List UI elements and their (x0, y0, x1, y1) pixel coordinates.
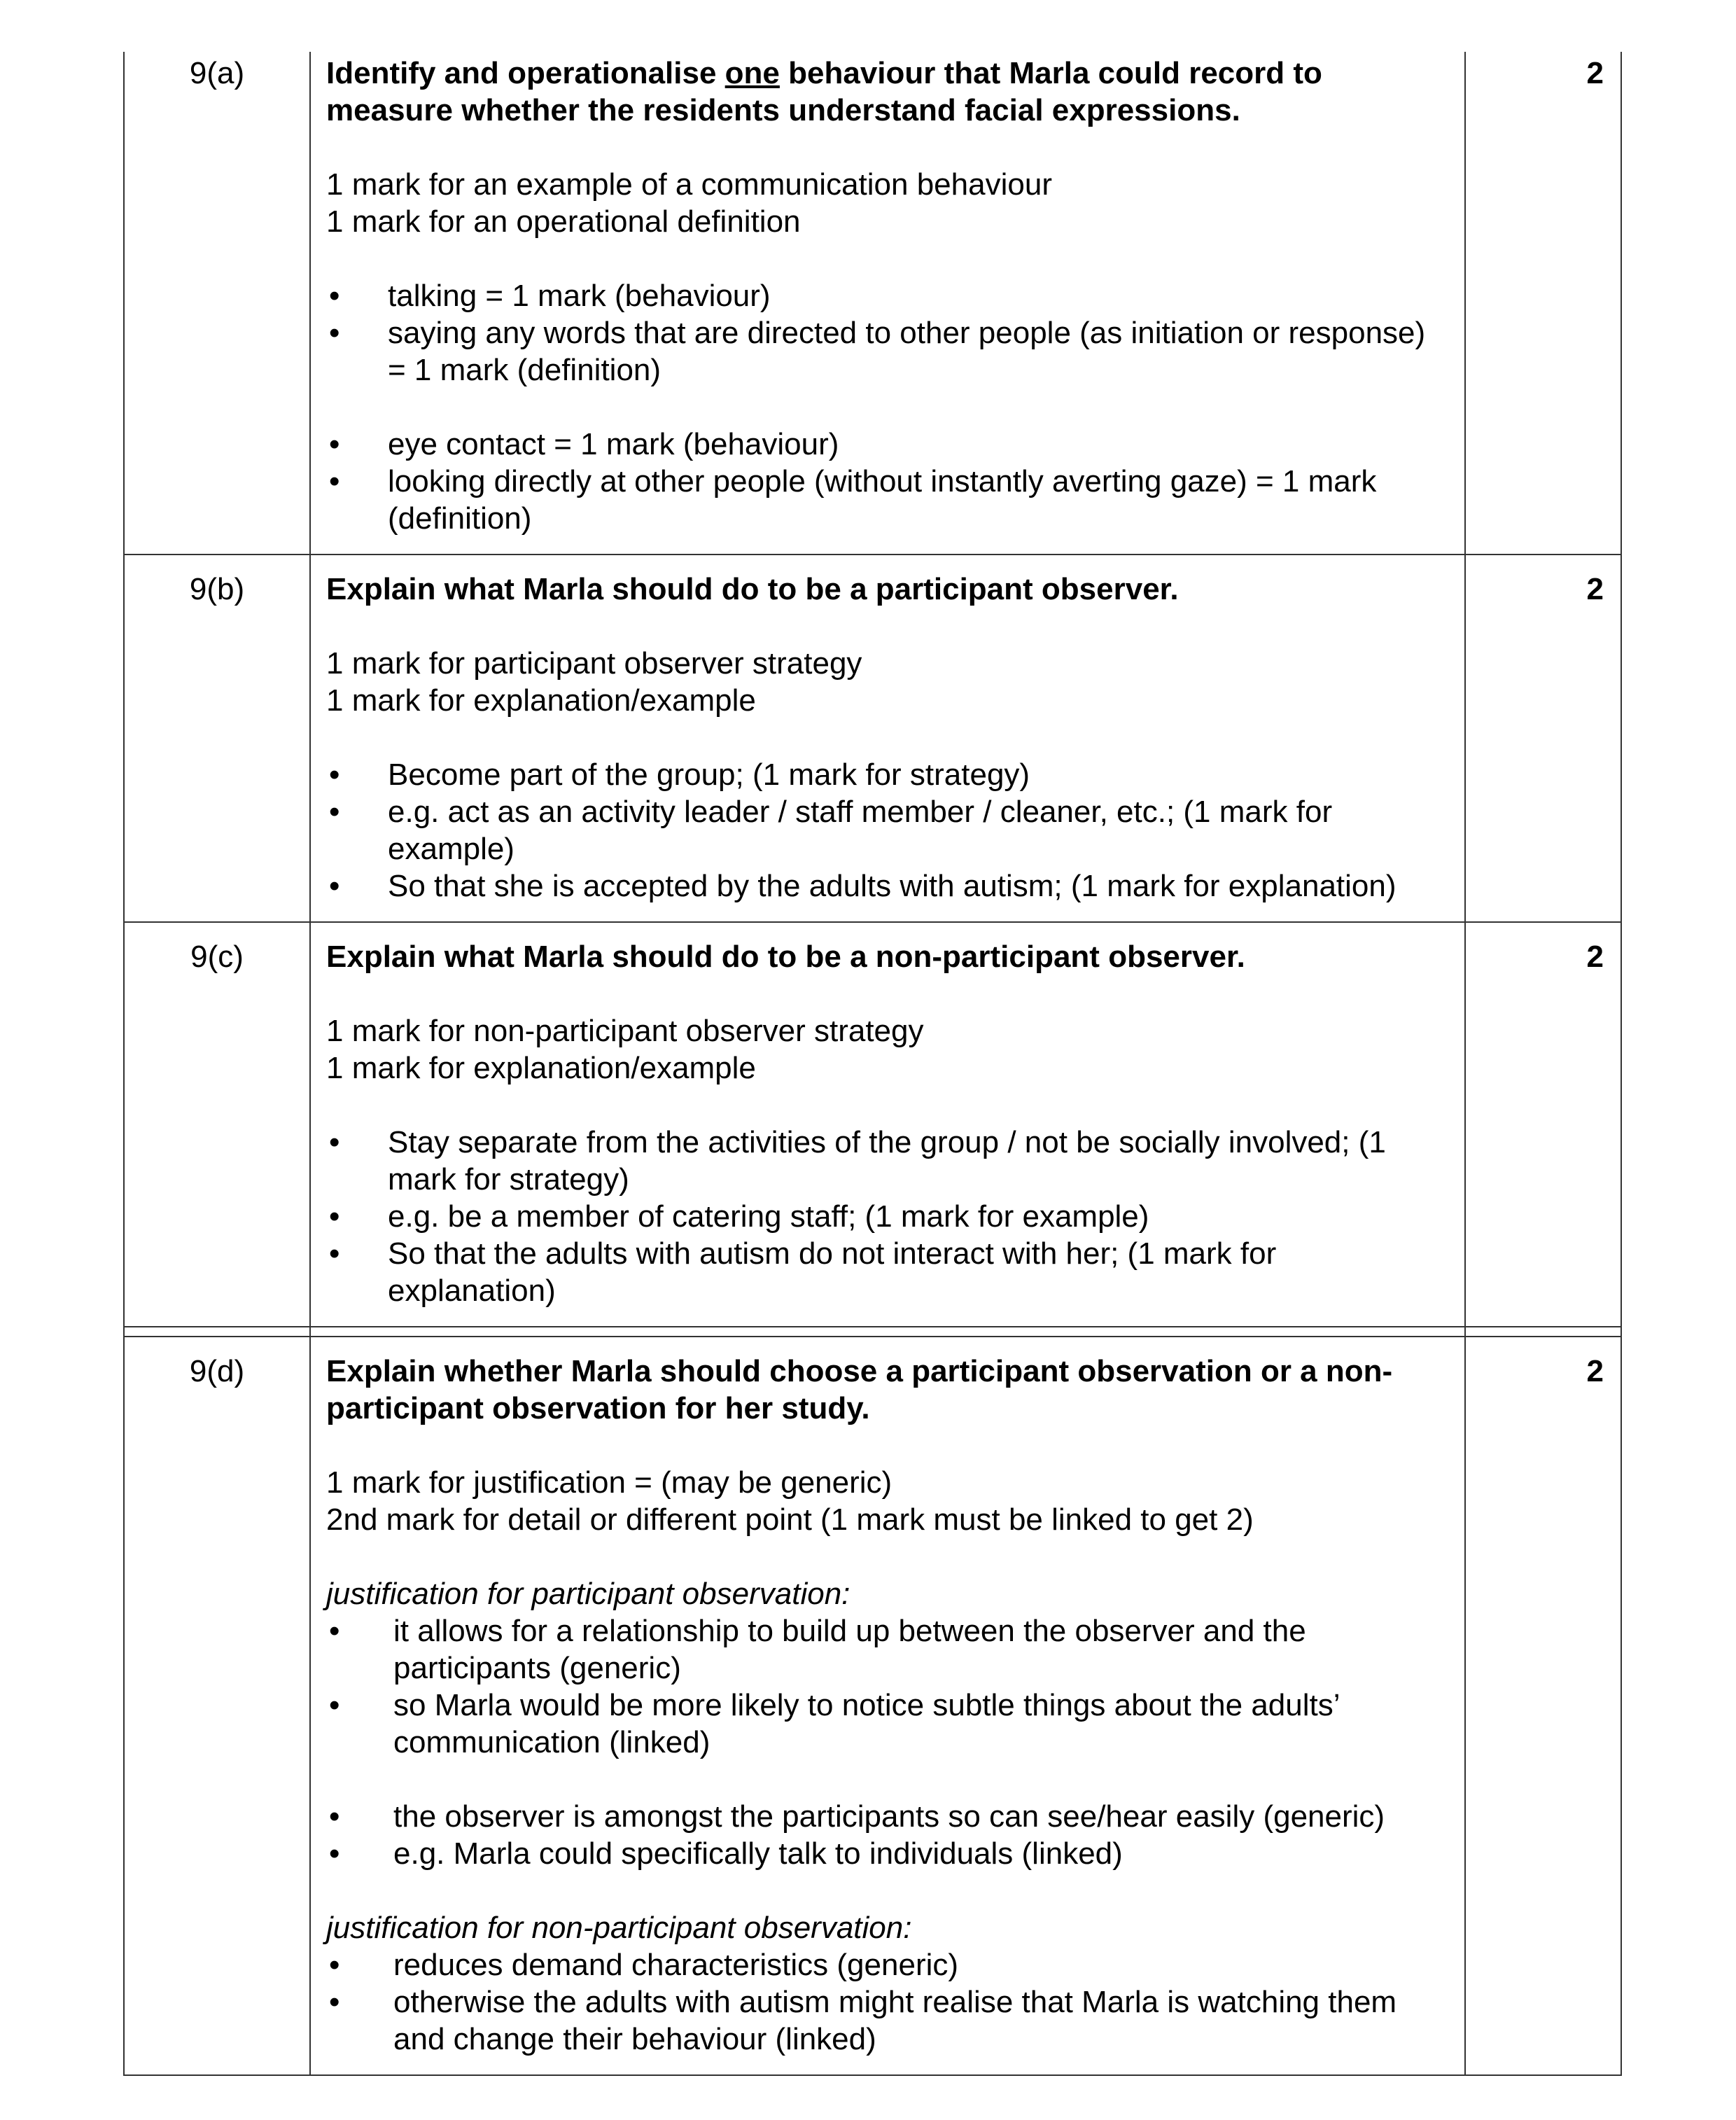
answer-cell (310, 52, 1465, 555)
guidance-line: 1 mark for justification = (may be generic) (326, 1465, 892, 1500)
list-item: • looking directly at other people (without instantly averting gaze) = 1 mark (definition) (329, 464, 1377, 536)
bullet-list (326, 277, 1449, 389)
list-item: • e.g. Marla could specifically talk to individuals (linked) (329, 1836, 1123, 1871)
marks-value: 2 (1465, 1337, 1621, 2075)
question-text: Identify and operationalise one behaviour that Marla could record to measure whether the residents understand facial expressions. (326, 56, 1322, 127)
bullet-list (326, 1612, 1449, 1761)
row-separator (124, 1327, 1621, 1337)
list-item: • Stay separate from the activities of the group / not be socially involved; (1 mark for strategy) (329, 1125, 1386, 1197)
marks-value: 2 (1465, 555, 1621, 922)
bullet-list (326, 426, 1449, 537)
marks-value: 2 (1465, 52, 1621, 555)
question-text: Explain whether Marla should choose a participant observation or a non-participant observation for her study. (326, 1354, 1393, 1425)
mark-scheme-table (123, 52, 1622, 2076)
question-number: 9(d) (124, 1337, 310, 2075)
table-row-9b (124, 555, 1621, 922)
list-item: • the observer is amongst the participants so can see/hear easily (generic) (329, 1799, 1385, 1834)
guidance-line: 1 mark for an operational definition (326, 204, 801, 239)
guidance-line: 1 mark for non-participant observer strategy (326, 1014, 924, 1048)
list-item: • e.g. be a member of catering staff; (1 mark for example) (329, 1199, 1149, 1234)
question-number: 9(a) (124, 52, 310, 555)
question-number: 9(b) (124, 555, 310, 922)
bullet-list (326, 1946, 1449, 2058)
list-item: • So that the adults with autism do not interact with her; (1 mark for explanation) (329, 1236, 1277, 1308)
table-row-9c (124, 922, 1621, 1327)
guidance-line: 1 mark for explanation/example (326, 683, 756, 718)
marks-value: 2 (1465, 922, 1621, 1327)
bullet-list (326, 1798, 1449, 1872)
answer-cell (310, 1337, 1465, 2075)
guidance-line: 1 mark for explanation/example (326, 1051, 756, 1085)
guidance-line: 2nd mark for detail or different point (1 mark must be linked to get 2) (326, 1502, 1254, 1537)
mark-scheme-page (123, 52, 1620, 2076)
guidance-line: 1 mark for participant observer strategy (326, 646, 862, 681)
table-row-9d (124, 1337, 1621, 2075)
question-text: Explain what Marla should do to be a non-participant observer. (326, 940, 1245, 974)
underlined-word: one (724, 56, 780, 90)
list-item: • so Marla would be more likely to notice subtle things about the adults’ communication (linked) (329, 1688, 1339, 1759)
list-item: • talking = 1 mark (behaviour) (329, 279, 771, 313)
answer-cell (310, 922, 1465, 1327)
section-heading: justification for non-participant observation: (326, 1911, 912, 1945)
list-item: • saying any words that are directed to other people (as initiation or response) = 1 mark (definition) (329, 316, 1426, 387)
guidance-line: 1 mark for an example of a communication behaviour (326, 167, 1052, 202)
question-number: 9(c) (124, 922, 310, 1327)
list-item: • Become part of the group; (1 mark for strategy) (329, 758, 1030, 792)
list-item: • eye contact = 1 mark (behaviour) (329, 427, 839, 461)
section-heading: justification for participant observation: (326, 1577, 850, 1611)
list-item: • So that she is accepted by the adults with autism; (1 mark for explanation) (329, 869, 1396, 903)
table-row-9a (124, 52, 1621, 555)
bullet-list (326, 1124, 1449, 1309)
list-item: • e.g. act as an activity leader / staff member / cleaner, etc.; (1 mark for example) (329, 795, 1333, 866)
list-item: • it allows for a relationship to build up between the observer and the participants (generic) (329, 1614, 1306, 1685)
bullet-list (326, 756, 1449, 905)
answer-cell (310, 555, 1465, 922)
question-text: Explain what Marla should do to be a participant observer. (326, 572, 1179, 606)
list-item: • otherwise the adults with autism might realise that Marla is watching them and change their behaviour (linked) (329, 1985, 1397, 2056)
list-item: • reduces demand characteristics (generic) (329, 1948, 959, 1982)
